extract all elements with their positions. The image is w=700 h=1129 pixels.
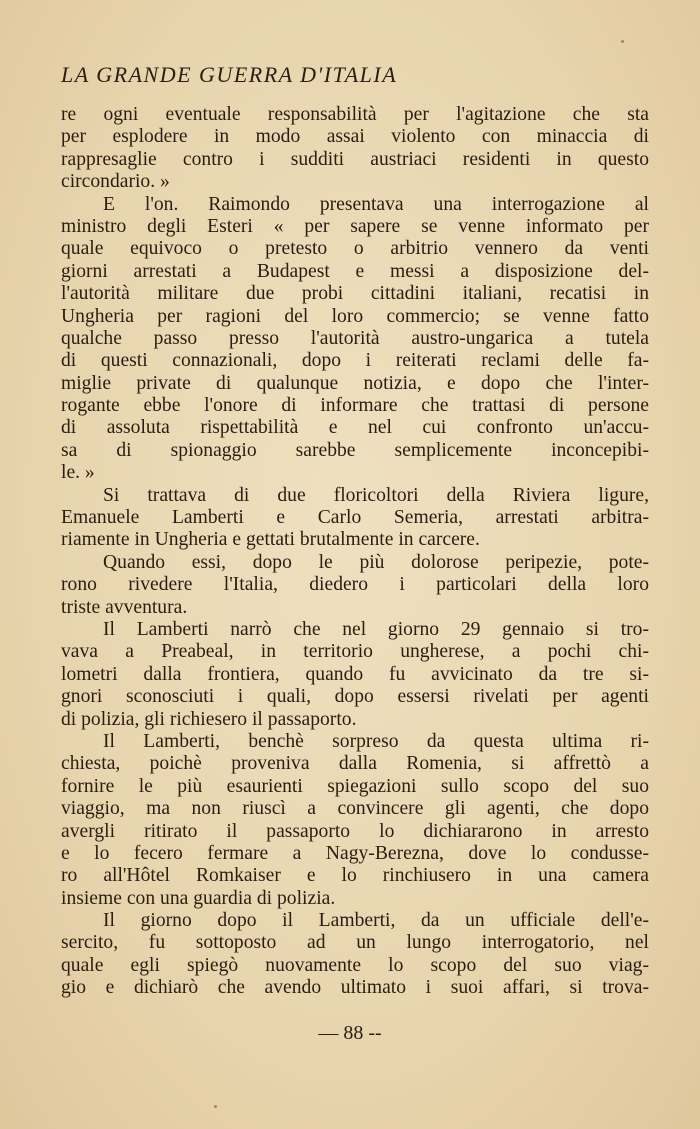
text-line: E l'on. Raimondo presentava una interrogazione al	[103, 193, 649, 215]
text-line: triste avventura.	[61, 596, 188, 618]
text-line: rappresaglie contro i sudditi austriaci residenti in questo	[61, 148, 649, 170]
text-line: ministro degli Esteri « per sapere se venne informato per	[61, 215, 649, 237]
text-line: di assoluta rispettabilità e nel cui confronto un'accu-	[61, 417, 649, 439]
text-line: le. »	[61, 462, 95, 484]
text-line: Ungheria per ragioni del loro commercio; se venne fatto	[61, 305, 649, 327]
text-line: gnori sconosciuti i quali, dopo essersi rivelati per agenti	[61, 686, 649, 708]
page-number: — 88 --	[318, 1022, 382, 1044]
text-line: avergli ritirato il passaporto lo dichiararono in arresto	[61, 820, 649, 842]
text-line: circondario. »	[61, 171, 170, 193]
text-line: Emanuele Lamberti e Carlo Semeria, arrestati arbitra-	[61, 507, 649, 529]
text-line: di questi connazionali, dopo i reiterati reclami delle fa-	[61, 350, 649, 372]
text-line: vava a Preabeal, in territorio ungherese, a pochi chi-	[61, 641, 649, 663]
running-header: LA GRANDE GUERRA D'ITALIA	[61, 62, 398, 87]
text-line: di polizia, gli richiesero il passaporto.	[61, 708, 357, 730]
text-line: quale egli spiegò nuovamente lo scopo del suo viag-	[61, 954, 649, 976]
text-line: per esplodere in modo assai violento con minaccia di	[61, 126, 649, 148]
text-line: giorni arrestati a Budapest e messi a disposizione del-	[61, 260, 649, 282]
text-line: miglie private di qualunque notizia, e dopo che l'inter-	[61, 372, 649, 394]
text-line: Il Lamberti, benchè sorpreso da questa ultima ri-	[103, 730, 649, 752]
text-line: gio e dichiarò che avendo ultimato i suoi affari, si trova-	[61, 977, 649, 999]
text-line: Si trattava di due floricoltori della Riviera ligure,	[103, 484, 649, 506]
text-line: fornire le più esaurienti spiegazioni sullo scopo del suo	[61, 775, 649, 797]
text-line: re ogni eventuale responsabilità per l'agitazione che sta	[61, 104, 649, 125]
text-line: ro all'Hôtel Romkaiser e lo rinchiusero in una camera	[61, 865, 649, 887]
text-line: quale equivoco o pretesto o arbitrio vennero da venti	[61, 238, 649, 260]
text-line: Quando essi, dopo le più dolorose peripezie, pote-	[103, 551, 649, 573]
text-line: qualche passo presso l'autorità austro-ungarica a tutela	[61, 327, 649, 349]
body-text	[61, 104, 649, 1000]
text-line: Il giorno dopo il Lamberti, da un ufficiale dell'e-	[103, 910, 649, 932]
text-line: rono rivedere l'Italia, diedero i particolari della loro	[61, 574, 649, 596]
text-line: lometri dalla frontiera, quando fu avvicinato da tre si-	[61, 663, 649, 685]
text-line: viaggio, ma non riuscì a convincere gli agenti, che dopo	[61, 798, 649, 820]
text-line: insieme con una guardia di polizia.	[61, 887, 336, 909]
text-line: e lo fecero fermare a Nagy-Berezna, dove lo condusse-	[61, 842, 649, 864]
paper-speck	[621, 40, 624, 43]
text-line: sercito, fu sottoposto ad un lungo interrogatorio, nel	[61, 932, 649, 954]
text-line: l'autorità militare due probi cittadini italiani, recatisi in	[61, 283, 649, 305]
text-line: rogante ebbe l'onore di informare che trattasi di persone	[61, 395, 649, 417]
paper-speck	[214, 1105, 217, 1108]
text-line: riamente in Ungheria e gettati brutalmente in carcere.	[61, 529, 480, 551]
text-line: sa di spionaggio sarebbe semplicemente inconcepibi-	[61, 439, 649, 461]
text-line: Il Lamberti narrò che nel giorno 29 gennaio si tro-	[103, 618, 649, 640]
text-line: chiesta, poichè proveniva dalla Romenia, si affrettò a	[61, 753, 649, 775]
